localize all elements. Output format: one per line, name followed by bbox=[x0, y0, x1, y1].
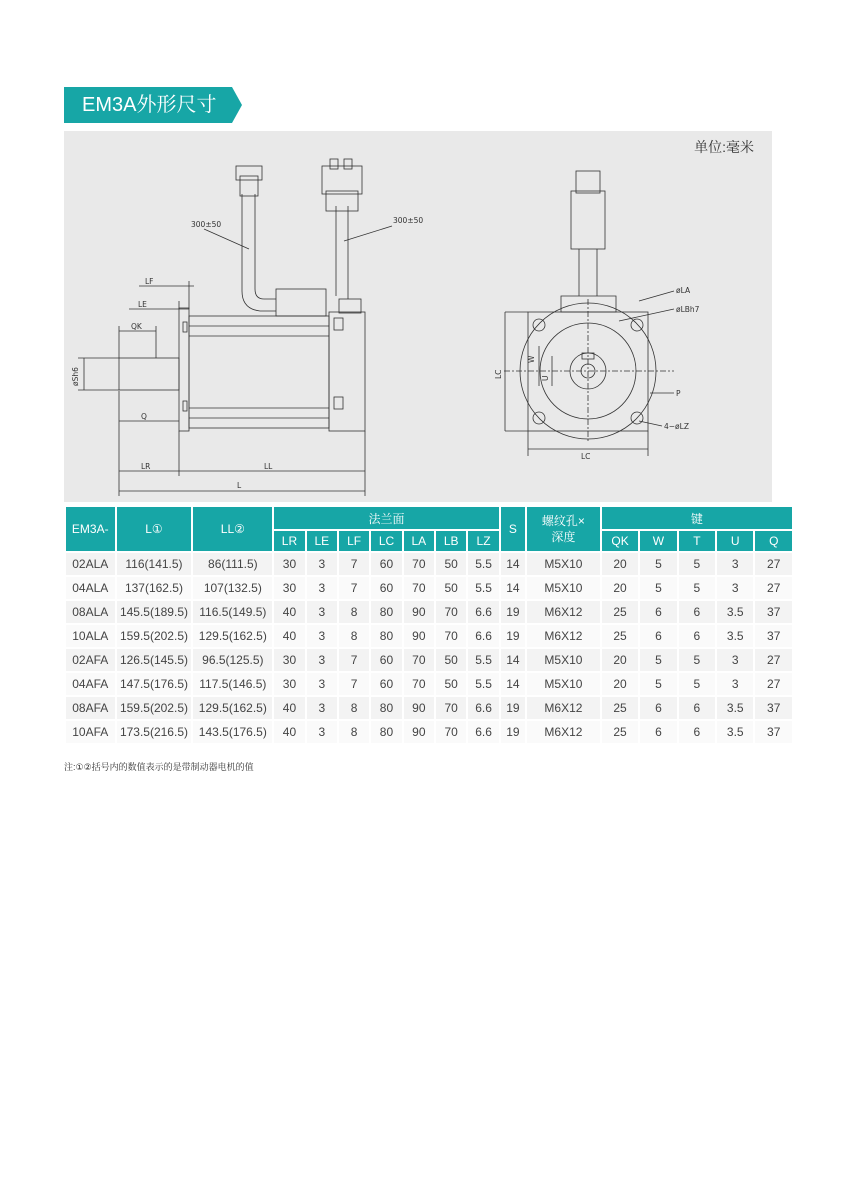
table-cell: 80 bbox=[371, 721, 401, 745]
table-cell: 5 bbox=[640, 577, 676, 601]
table-cell: M6X12 bbox=[527, 625, 600, 649]
footnote: 注:①②括号内的数值表示的是带制动器电机的值 bbox=[64, 762, 254, 772]
subheader-w: W bbox=[640, 531, 676, 553]
table-cell: 60 bbox=[371, 673, 401, 697]
table-cell: 159.5(202.5) bbox=[117, 697, 192, 721]
dim-lc-horizontal-label: LC bbox=[581, 452, 591, 461]
encoder-connector-housing bbox=[276, 289, 326, 316]
subheader-t: T bbox=[679, 531, 715, 553]
dim-le-label: LE bbox=[138, 300, 147, 309]
table-cell: 8 bbox=[339, 601, 369, 625]
table-cell: 5.5 bbox=[468, 553, 498, 577]
table-cell: 6 bbox=[679, 721, 715, 745]
table-cell: 08ALA bbox=[66, 601, 115, 625]
table-cell: 40 bbox=[274, 625, 304, 649]
dim-w-label: W bbox=[527, 355, 536, 363]
table-cell: M6X12 bbox=[527, 601, 600, 625]
dim-lb-label: øLBh7 bbox=[676, 305, 700, 314]
dim-lc-vertical-label: LC bbox=[494, 369, 503, 379]
table-cell: 8 bbox=[339, 625, 369, 649]
table-row bbox=[66, 697, 792, 721]
table-cell: M6X12 bbox=[527, 697, 600, 721]
table-cell: 5 bbox=[640, 649, 676, 673]
header-s: S bbox=[501, 507, 525, 553]
table-cell: 70 bbox=[404, 553, 434, 577]
table-cell: 02AFA bbox=[66, 649, 115, 673]
table-cell: 70 bbox=[436, 697, 466, 721]
table-cell: 7 bbox=[339, 673, 369, 697]
table-cell: 10AFA bbox=[66, 721, 115, 745]
table-cell: 70 bbox=[404, 577, 434, 601]
dim-lf-label: LF bbox=[145, 277, 154, 286]
table-cell: 08AFA bbox=[66, 697, 115, 721]
cable2-length-label: 300±50 bbox=[393, 216, 424, 225]
table-cell: 04AFA bbox=[66, 673, 115, 697]
table-cell: 02ALA bbox=[66, 553, 115, 577]
table-cell: 6.6 bbox=[468, 625, 498, 649]
table-cell: 27 bbox=[755, 577, 792, 601]
table-cell: 3 bbox=[307, 553, 337, 577]
table-cell: 50 bbox=[436, 649, 466, 673]
table-cell: 70 bbox=[404, 649, 434, 673]
table-cell: 3 bbox=[307, 601, 337, 625]
dim-la-label: øLA bbox=[676, 286, 691, 295]
table-cell: 3 bbox=[307, 625, 337, 649]
table-cell: M5X10 bbox=[527, 673, 600, 697]
table-cell: 126.5(145.5) bbox=[117, 649, 192, 673]
table-cell: 3 bbox=[307, 577, 337, 601]
table-cell: 10ALA bbox=[66, 625, 115, 649]
table-cell: 27 bbox=[755, 673, 792, 697]
table-cell: M5X10 bbox=[527, 649, 600, 673]
table-cell: 3.5 bbox=[717, 601, 753, 625]
table-cell: 6.6 bbox=[468, 721, 498, 745]
table-cell: 6.6 bbox=[468, 697, 498, 721]
table-cell: 6 bbox=[679, 697, 715, 721]
table-cell: 5.5 bbox=[468, 649, 498, 673]
table-cell: 117.5(146.5) bbox=[193, 673, 272, 697]
table-cell: 96.5(125.5) bbox=[193, 649, 272, 673]
table-row bbox=[66, 721, 792, 745]
table-cell: 30 bbox=[274, 577, 304, 601]
dim-q-label: Q bbox=[141, 412, 147, 421]
table-cell: 30 bbox=[274, 673, 304, 697]
dim-l-label: L bbox=[237, 481, 242, 490]
table-cell: 37 bbox=[755, 601, 792, 625]
table-cell: 5.5 bbox=[468, 673, 498, 697]
dim-ll-label: LL bbox=[264, 462, 273, 471]
dim-s-label: øSh6 bbox=[71, 367, 80, 386]
table-cell: 3.5 bbox=[717, 625, 753, 649]
table-cell: 6 bbox=[640, 601, 676, 625]
table-cell: 14 bbox=[501, 649, 525, 673]
dim-p-label: P bbox=[676, 389, 681, 398]
table-cell: 5 bbox=[640, 673, 676, 697]
subheader-lc: LC bbox=[371, 531, 401, 553]
header-ll: LL② bbox=[193, 507, 272, 553]
table-cell: 20 bbox=[602, 649, 638, 673]
table-row bbox=[66, 553, 792, 577]
table-cell: 3 bbox=[717, 577, 753, 601]
table-cell: 147.5(176.5) bbox=[117, 673, 192, 697]
table-cell: 5 bbox=[679, 673, 715, 697]
table-cell: 19 bbox=[501, 697, 525, 721]
table-cell: 40 bbox=[274, 721, 304, 745]
motor-outline-drawing bbox=[64, 131, 772, 502]
table-cell: 40 bbox=[274, 601, 304, 625]
table-cell: 6 bbox=[679, 601, 715, 625]
table-cell: 25 bbox=[602, 697, 638, 721]
table-cell: 145.5(189.5) bbox=[117, 601, 192, 625]
header-flange: 法兰面 bbox=[274, 507, 498, 531]
table-cell: 5 bbox=[640, 553, 676, 577]
motor-flange bbox=[179, 308, 189, 431]
table-cell: 20 bbox=[602, 553, 638, 577]
table-cell: 7 bbox=[339, 649, 369, 673]
table-cell: 3 bbox=[717, 553, 753, 577]
table-cell: 5.5 bbox=[468, 577, 498, 601]
table-cell: 60 bbox=[371, 577, 401, 601]
subheader-q: Q bbox=[755, 531, 792, 553]
subheader-lf: LF bbox=[339, 531, 369, 553]
table-cell: 80 bbox=[371, 601, 401, 625]
table-cell: 50 bbox=[436, 577, 466, 601]
table-cell: 137(162.5) bbox=[117, 577, 192, 601]
header-l: L① bbox=[117, 507, 192, 553]
table-cell: 3 bbox=[717, 673, 753, 697]
table-row bbox=[66, 649, 792, 673]
table-cell: 6 bbox=[640, 697, 676, 721]
table-cell: 04ALA bbox=[66, 577, 115, 601]
table-cell: 60 bbox=[371, 649, 401, 673]
table-cell: M5X10 bbox=[527, 577, 600, 601]
table-cell: 37 bbox=[755, 721, 792, 745]
table-cell: 6 bbox=[640, 721, 676, 745]
table-cell: 37 bbox=[755, 697, 792, 721]
subheader-lr: LR bbox=[274, 531, 304, 553]
table-cell: 30 bbox=[274, 649, 304, 673]
table-cell: 5 bbox=[679, 553, 715, 577]
table-cell: 3 bbox=[717, 649, 753, 673]
table-cell: 116(141.5) bbox=[117, 553, 192, 577]
table-cell: 25 bbox=[602, 601, 638, 625]
table-cell: 50 bbox=[436, 553, 466, 577]
table-cell: 7 bbox=[339, 553, 369, 577]
table-cell: 20 bbox=[602, 673, 638, 697]
motor-shaft bbox=[119, 358, 179, 390]
table-cell: 3 bbox=[307, 697, 337, 721]
table-cell: 80 bbox=[371, 697, 401, 721]
dimension-table bbox=[64, 507, 794, 745]
table-cell: 30 bbox=[274, 553, 304, 577]
table-cell: 90 bbox=[404, 697, 434, 721]
header-thread-depth: 螺纹孔× 深度 bbox=[527, 507, 600, 553]
subheader-lb: LB bbox=[436, 531, 466, 553]
table-cell: 3.5 bbox=[717, 697, 753, 721]
table-cell: 50 bbox=[436, 673, 466, 697]
table-cell: 107(132.5) bbox=[193, 577, 272, 601]
table-cell: 116.5(149.5) bbox=[193, 601, 272, 625]
table-cell: 6.6 bbox=[468, 601, 498, 625]
table-cell: 173.5(216.5) bbox=[117, 721, 192, 745]
cable1-length-label: 300±50 bbox=[191, 220, 222, 229]
table-cell: 8 bbox=[339, 697, 369, 721]
table-cell: M5X10 bbox=[527, 553, 600, 577]
motor-body bbox=[189, 316, 329, 428]
unit-label: 单位:毫米 bbox=[694, 139, 754, 155]
dim-qk-label: QK bbox=[131, 322, 142, 331]
table-cell: 14 bbox=[501, 673, 525, 697]
table-cell: 70 bbox=[436, 721, 466, 745]
subheader-lz: LZ bbox=[468, 531, 498, 553]
table-cell: 70 bbox=[436, 601, 466, 625]
subheader-le: LE bbox=[307, 531, 337, 553]
table-cell: 5 bbox=[679, 577, 715, 601]
table-cell: 129.5(162.5) bbox=[193, 625, 272, 649]
subheader-qk: QK bbox=[602, 531, 638, 553]
section-banner bbox=[64, 87, 242, 123]
table-cell: 37 bbox=[755, 625, 792, 649]
table-row bbox=[66, 601, 792, 625]
table-row bbox=[66, 625, 792, 649]
table-cell: 8 bbox=[339, 721, 369, 745]
table-cell: 86(111.5) bbox=[193, 553, 272, 577]
table-row bbox=[66, 577, 792, 601]
table-cell: 90 bbox=[404, 625, 434, 649]
subheader-u: U bbox=[717, 531, 753, 553]
table-cell: M6X12 bbox=[527, 721, 600, 745]
table-cell: 6 bbox=[679, 625, 715, 649]
table-cell: 129.5(162.5) bbox=[193, 697, 272, 721]
table-cell: 60 bbox=[371, 553, 401, 577]
header-model: EM3A- bbox=[66, 507, 115, 553]
table-cell: 3 bbox=[307, 673, 337, 697]
dim-lz-label: 4−øLZ bbox=[664, 422, 689, 431]
dim-u-label: U bbox=[541, 375, 550, 381]
table-cell: 6 bbox=[640, 625, 676, 649]
table-cell: 19 bbox=[501, 601, 525, 625]
header-key: 键 bbox=[602, 507, 792, 531]
table-cell: 5 bbox=[679, 649, 715, 673]
table-cell: 90 bbox=[404, 721, 434, 745]
cable-power bbox=[242, 194, 276, 311]
table-cell: 80 bbox=[371, 625, 401, 649]
table-cell: 14 bbox=[501, 577, 525, 601]
table-cell: 3.5 bbox=[717, 721, 753, 745]
dimension-drawing bbox=[64, 131, 772, 502]
table-cell: 19 bbox=[501, 625, 525, 649]
table-cell: 159.5(202.5) bbox=[117, 625, 192, 649]
table-cell: 14 bbox=[501, 553, 525, 577]
section-title: EM3A外形尺寸 bbox=[82, 94, 217, 116]
dim-lr-label: LR bbox=[141, 462, 151, 471]
table-cell: 25 bbox=[602, 625, 638, 649]
table-row bbox=[66, 673, 792, 697]
table-cell: 3 bbox=[307, 649, 337, 673]
table-cell: 70 bbox=[436, 625, 466, 649]
table-cell: 40 bbox=[274, 697, 304, 721]
table-cell: 27 bbox=[755, 553, 792, 577]
table-cell: 19 bbox=[501, 721, 525, 745]
table-cell: 7 bbox=[339, 577, 369, 601]
table-cell: 25 bbox=[602, 721, 638, 745]
cable-encoder bbox=[336, 206, 348, 299]
table-cell: 3 bbox=[307, 721, 337, 745]
table-cell: 90 bbox=[404, 601, 434, 625]
table-cell: 27 bbox=[755, 649, 792, 673]
table-cell: 20 bbox=[602, 577, 638, 601]
subheader-la: LA bbox=[404, 531, 434, 553]
table-cell: 143.5(176.5) bbox=[193, 721, 272, 745]
table-cell: 70 bbox=[404, 673, 434, 697]
